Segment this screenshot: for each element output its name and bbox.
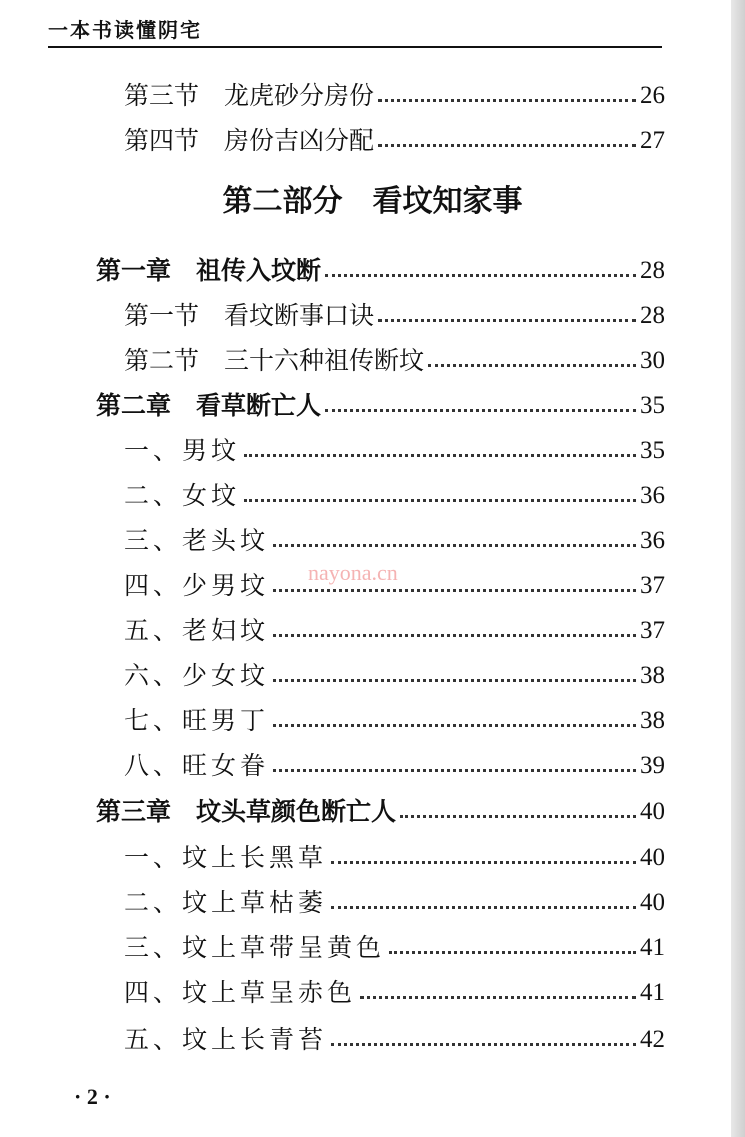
entry-page-number: 41: [640, 934, 665, 961]
running-head: 一本书读懂阴宅: [48, 18, 202, 42]
dot-leader: [273, 769, 636, 772]
entry-page-number: 39: [640, 752, 665, 779]
entry-page-number: 35: [640, 392, 665, 419]
toc-entry-item[interactable]: [124, 693, 665, 733]
entry-page-number: 35: [640, 437, 665, 464]
entry-label: 五、老妇坟: [124, 616, 270, 645]
entry-label: 七、旺男丁: [124, 706, 270, 735]
page-number: · 2 ·: [74, 1084, 111, 1109]
toc-entry-item[interactable]: [124, 920, 665, 960]
entry-page-number: 40: [640, 889, 665, 916]
toc-entry-item[interactable]: [124, 1012, 665, 1052]
entry-page-number: 37: [640, 572, 665, 599]
entry-label: 第三章 坟头草颜色断亡人: [96, 797, 397, 826]
toc-entry-item[interactable]: [124, 875, 665, 915]
dot-leader: [378, 319, 636, 322]
dot-leader: [360, 996, 636, 999]
entry-label: 一、坟上长黑草: [124, 843, 328, 872]
toc-entry-chapter[interactable]: [96, 784, 665, 824]
toc-entry-item[interactable]: [124, 513, 665, 553]
entry-label: 第二章 看草断亡人: [96, 391, 322, 420]
toc-entry-chapter[interactable]: [96, 378, 665, 418]
header-rule: [48, 46, 662, 48]
entry-label: 第三节 龙虎砂分房份: [124, 81, 375, 110]
entry-label: 第一章 祖传入坟断: [96, 256, 322, 285]
dot-leader: [378, 99, 636, 102]
entry-page-number: 38: [640, 662, 665, 689]
entry-label: 五、坟上长青苔: [124, 1025, 328, 1054]
entry-page-number: 26: [640, 82, 665, 109]
entry-label: 四、坟上草呈赤色: [124, 978, 357, 1007]
dot-leader: [331, 861, 636, 864]
dot-leader: [378, 144, 636, 147]
toc-entry-section[interactable]: [124, 113, 665, 153]
entry-label: 二、坟上草枯萎: [124, 888, 328, 917]
dot-leader: [400, 815, 636, 818]
toc-entry-item[interactable]: [124, 603, 665, 643]
toc-entry-item[interactable]: [124, 648, 665, 688]
entry-page-number: 40: [640, 798, 665, 825]
entry-label: 第一节 看坟断事口诀: [124, 301, 375, 330]
entry-label: 六、少女坟: [124, 661, 270, 690]
entry-label: 一、男坟: [124, 436, 241, 465]
dot-leader: [244, 454, 636, 457]
watermark: nayona.cn: [308, 560, 398, 585]
page-edge: [731, 0, 745, 1137]
dot-leader: [389, 951, 636, 954]
toc-entry-item[interactable]: [124, 423, 665, 463]
toc-entry-section[interactable]: [124, 68, 665, 108]
dot-leader: [325, 274, 636, 277]
entry-label: 第四节 房份吉凶分配: [124, 126, 375, 155]
entry-label: 三、坟上草带呈黄色: [124, 933, 386, 962]
dot-leader: [244, 499, 636, 502]
entry-page-number: 27: [640, 127, 665, 154]
dot-leader: [273, 589, 636, 592]
toc-entry-chapter[interactable]: [96, 243, 665, 283]
toc-entry-item[interactable]: [124, 965, 665, 1005]
entry-label: 四、少男坟: [124, 571, 270, 600]
entry-page-number: 42: [640, 1026, 665, 1053]
toc-entry-section[interactable]: [124, 333, 665, 373]
toc-entry-item[interactable]: [124, 830, 665, 870]
dot-leader: [428, 364, 636, 367]
dot-leader: [273, 634, 636, 637]
dot-leader: [331, 1043, 636, 1046]
toc-entry-item[interactable]: [124, 738, 665, 778]
entry-label: 第二节 三十六种祖传断坟: [124, 346, 425, 375]
part-title: 第二部分 看坟知家事: [222, 184, 523, 219]
entry-page-number: 40: [640, 844, 665, 871]
entry-page-number: 36: [640, 482, 665, 509]
entry-label: 八、旺女眷: [124, 751, 270, 780]
entry-label: 三、老头坟: [124, 526, 270, 555]
entry-page-number: 41: [640, 979, 665, 1006]
toc-entry-item[interactable]: [124, 468, 665, 508]
entry-page-number: 38: [640, 707, 665, 734]
dot-leader: [325, 409, 636, 412]
entry-label: 二、女坟: [124, 481, 241, 510]
entry-page-number: 36: [640, 527, 665, 554]
toc-entry-section[interactable]: [124, 288, 665, 328]
dot-leader: [273, 679, 636, 682]
dot-leader: [273, 724, 636, 727]
entry-page-number: 28: [640, 257, 665, 284]
dot-leader: [273, 544, 636, 547]
entry-page-number: 37: [640, 617, 665, 644]
entry-page-number: 28: [640, 302, 665, 329]
entry-page-number: 30: [640, 347, 665, 374]
dot-leader: [331, 906, 636, 909]
